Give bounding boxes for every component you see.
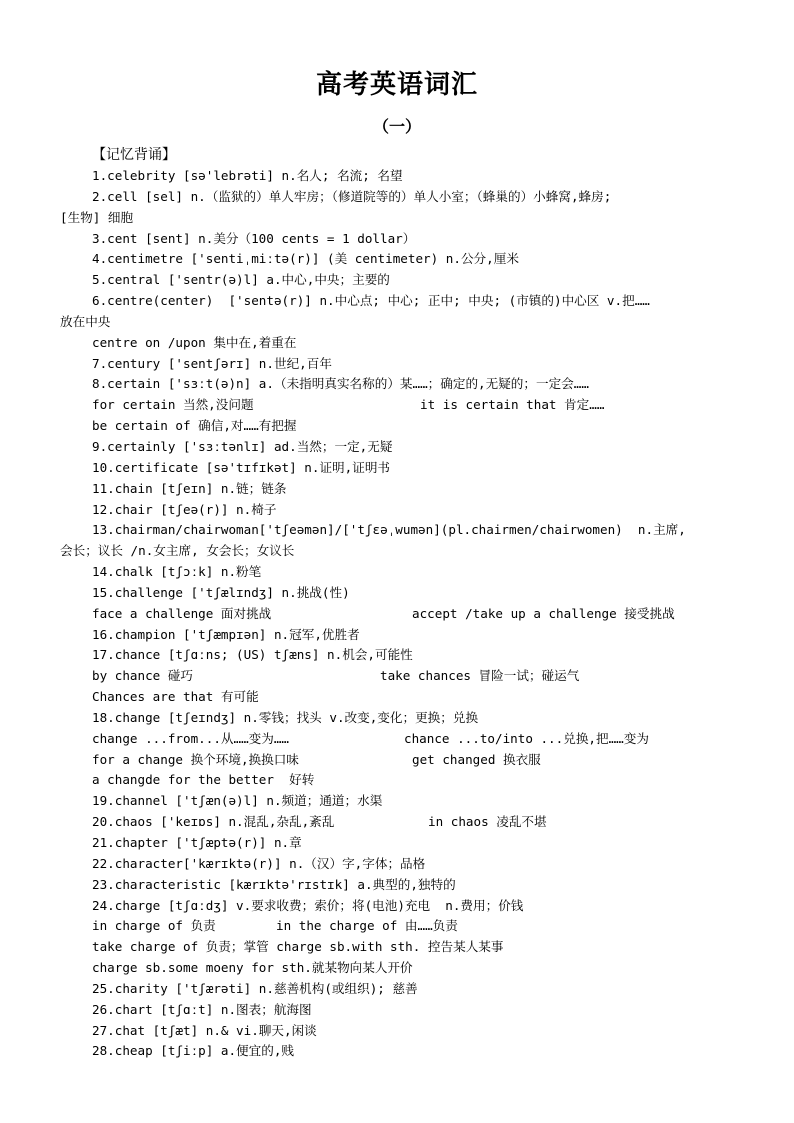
vocab-text: change ...from...从……变为…… <box>92 730 290 746</box>
vocab-phrase-column: get changed 换衣服 <box>412 751 541 767</box>
vocab-text: 8.certain ['sɜːt(ə)n] a.（未指明真实名称的）某……；确定的,无疑的；一定会…… <box>92 376 589 392</box>
vocab-text: 17.chance [tʃɑːns; (US) tʃæns] n.机会,可能性 <box>92 647 413 663</box>
vocab-line <box>0 604 794 625</box>
vocab-line <box>0 166 794 187</box>
vocab-text: 15.challenge ['tʃælɪndʒ] n.挑战(性) <box>92 584 350 600</box>
vocab-line <box>0 208 794 229</box>
vocab-line <box>0 291 794 312</box>
vocabulary-list <box>0 166 794 1062</box>
vocab-text: 3.cent [sent] n.美分（100 cents = 1 dollar） <box>92 230 416 246</box>
vocab-text: [生物] 细胞 <box>60 209 134 225</box>
vocab-text: 18.change [tʃeɪndʒ] n.零钱；找头 v.改变,变化；更换；兑换 <box>92 709 479 725</box>
vocab-line <box>0 666 794 687</box>
vocab-text: centre on /upon 集中在,着重在 <box>92 334 297 350</box>
vocab-line <box>0 437 794 458</box>
vocab-text: in charge of 负责 <box>92 918 216 934</box>
vocab-line <box>0 229 794 250</box>
vocab-text: 14.chalk [tʃɔːk] n.粉笔 <box>92 564 262 580</box>
vocab-text: 6.centre(center) ['sentə(r)] n.中心点; 中心; 正中; 中央; (市镇的)中心区 v.把…… <box>92 293 650 309</box>
vocab-line <box>0 937 794 958</box>
vocab-phrase-column: in the charge of 由……负责 <box>276 918 458 934</box>
vocab-line <box>0 770 794 791</box>
vocab-text: face a challenge 面对挑战 <box>92 605 272 621</box>
vocab-text: take charge of 负责；掌管 charge sb.with sth. 控告某人某事 <box>92 939 504 955</box>
vocab-text: 20.chaos ['keɪɒs] n.混乱,杂乱,紊乱 <box>92 814 335 830</box>
vocab-line <box>0 854 794 875</box>
vocab-text: 4.centimetre ['sentiˌmiːtə(r)] (美 centimeter) n.公分,厘米 <box>92 251 519 267</box>
vocab-line <box>0 479 794 500</box>
vocab-text: charge sb.some moeny for sth.就某物向某人开价 <box>92 960 413 976</box>
vocab-text: a changde for the better 好转 <box>92 772 315 788</box>
vocab-line <box>0 374 794 395</box>
section-heading: 【记忆背诵】 <box>92 147 176 163</box>
vocab-line <box>0 416 794 437</box>
vocab-phrase-column: take chances 冒险一试；碰运气 <box>380 668 580 684</box>
vocab-phrase-column: it is certain that 肯定…… <box>420 397 605 413</box>
vocab-line <box>0 333 794 354</box>
vocab-line <box>0 958 794 979</box>
vocab-text: 16.champion ['tʃæmpɪən] n.冠军,优胜者 <box>92 626 360 642</box>
vocab-text: 会长；议长 /n.女主席, 女会长；女议长 <box>60 543 295 559</box>
vocab-line <box>0 395 794 416</box>
vocab-line <box>0 187 794 208</box>
vocab-line <box>0 583 794 604</box>
vocab-phrase-column: chance ...to/into ...兑换,把……变为 <box>404 730 649 746</box>
vocab-text: 7.century ['sentʃərɪ] n.世纪,百年 <box>92 355 332 371</box>
vocab-line <box>0 625 794 646</box>
vocab-line <box>0 708 794 729</box>
vocab-text: by chance 碰巧 <box>92 668 194 684</box>
vocab-line <box>0 354 794 375</box>
vocab-line <box>0 562 794 583</box>
vocab-line <box>0 729 794 750</box>
page-subtitle: （一） <box>372 117 421 136</box>
page-title: 高考英语词汇 <box>315 70 478 100</box>
vocab-line <box>0 791 794 812</box>
vocab-text: 19.channel ['tʃæn(ə)l] n.频道；通道；水渠 <box>92 793 383 809</box>
vocab-line <box>0 896 794 917</box>
vocab-line <box>0 541 794 562</box>
vocab-text: 24.charge [tʃɑːdʒ] v.要求收费；索价；将(电池)充电 n.费用；价钱 <box>92 897 524 913</box>
vocab-text: 23.characteristic [kærɪktə'rɪstɪk] a.典型的,独特的 <box>92 876 456 892</box>
vocab-text: 11.chain [tʃeɪn] n.链；链条 <box>92 480 287 496</box>
vocab-text: 13.chairman/chairwoman['tʃeəmən]/['tʃɛəˌwumən](pl.chairmen/chairwomen) n.主席, <box>92 522 686 538</box>
vocab-text: 26.chart [tʃɑːt] n.图表；航海图 <box>92 1001 312 1017</box>
vocab-line <box>0 1000 794 1021</box>
vocab-line <box>0 249 794 270</box>
vocab-line <box>0 687 794 708</box>
vocab-text: 12.chair [tʃeə(r)] n.椅子 <box>92 501 277 517</box>
vocab-text: 27.chat [tʃæt] n.& vi.聊天,闲谈 <box>92 1022 317 1038</box>
vocab-text: 10.certificate [sə'tɪfɪkət] n.证明,证明书 <box>92 459 391 475</box>
vocab-text: 1.celebrity [sə'lebrəti] n.名人; 名流; 名望 <box>92 168 403 183</box>
vocab-line <box>0 312 794 333</box>
vocab-line <box>0 916 794 937</box>
vocab-text: Chances are that 有可能 <box>92 689 259 705</box>
vocab-text: 5.central ['sentr(ə)l] a.中心,中央；主要的 <box>92 272 390 288</box>
vocab-line <box>0 833 794 854</box>
vocab-line <box>0 500 794 521</box>
vocab-line <box>0 645 794 666</box>
vocab-line <box>0 875 794 896</box>
vocab-line <box>0 270 794 291</box>
vocab-line <box>0 1041 794 1062</box>
vocab-line <box>0 1021 794 1042</box>
vocab-text: 9.certainly ['sɜːtənlɪ] ad.当然；一定,无疑 <box>92 438 393 454</box>
vocab-text: for a change 换个环境,换换口味 <box>92 751 299 767</box>
vocab-text: 28.cheap [tʃiːp] a.便宜的,贱 <box>92 1043 295 1059</box>
vocab-text: for certain 当然,没问题 <box>92 397 254 413</box>
vocab-text: 2.cell [sel] n.（监狱的）单人牢房；（修道院等的）单人小室；（蜂巢的）小蜂窝,蜂房; <box>92 188 612 204</box>
vocab-text: 25.charity ['tʃærəti] n.慈善机构(或组织); 慈善 <box>92 980 418 996</box>
vocab-line <box>0 520 794 541</box>
vocab-line <box>0 750 794 771</box>
vocab-text: be certain of 确信,对……有把握 <box>92 418 297 434</box>
vocab-line <box>0 979 794 1000</box>
vocab-phrase-column: accept /take up a challenge 接受挑战 <box>412 605 675 621</box>
vocab-phrase-column: in chaos 凌乱不堪 <box>428 814 547 830</box>
vocab-text: 21.chapter ['tʃæptə(r)] n.章 <box>92 835 302 850</box>
vocab-text: 放在中央 <box>60 313 111 329</box>
vocab-text: 22.character['kærɪktə(r)] n.（汉）字,字体；品格 <box>92 855 426 871</box>
vocab-line <box>0 812 794 833</box>
vocab-line <box>0 458 794 479</box>
